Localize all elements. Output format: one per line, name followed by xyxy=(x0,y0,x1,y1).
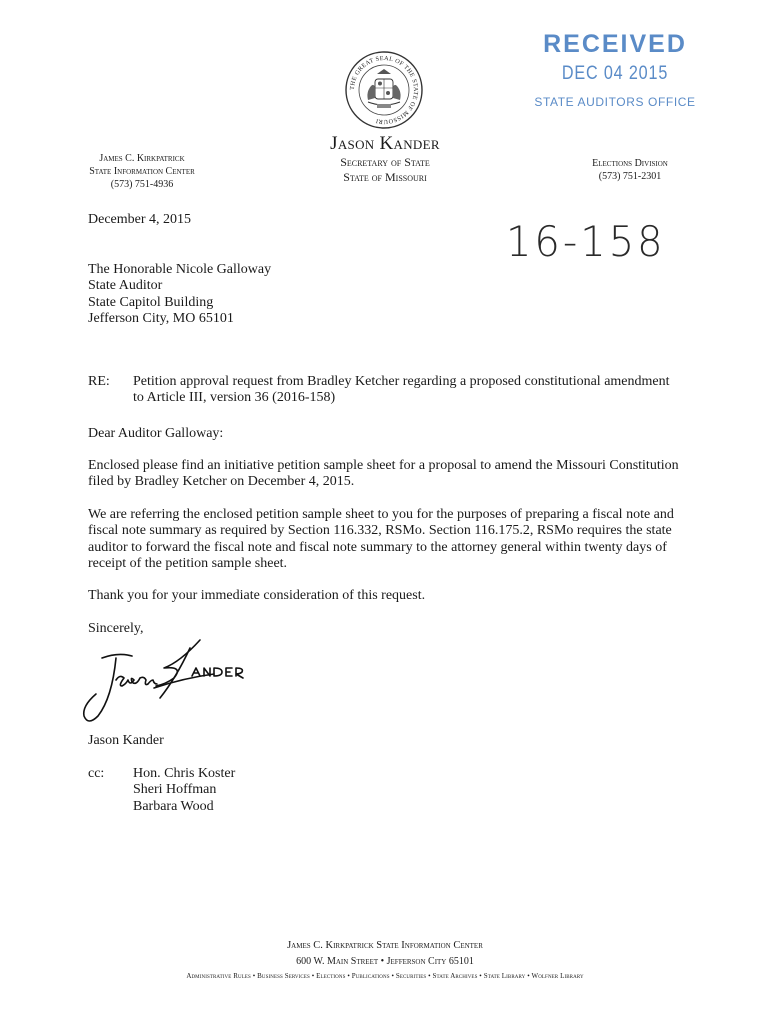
paragraph-3: Thank you for your immediate consideration of this request. xyxy=(88,588,426,603)
cc-recipient: Hon. Chris Koster xyxy=(133,766,236,781)
secretary-title: Secretary of State xyxy=(340,155,430,169)
paragraph-line: filed by Bradley Ketcher on December 4, 2015. xyxy=(88,474,355,490)
elections-division-contact xyxy=(550,157,710,183)
cc-recipient: Sheri Hoffman xyxy=(133,782,217,798)
info-center-contact xyxy=(52,152,232,191)
footer-building-name: James C. Kirkpatrick State Information Center xyxy=(287,940,483,951)
footer-divisions: Administrative Rules • Business Services • Elections • Publications • Securities • State Archives • State Library • Wolfner Library xyxy=(186,972,584,980)
re-subject-line: to Article III, version 36 (2016-158) xyxy=(133,390,336,406)
re-subject xyxy=(133,374,693,407)
closing: Sincerely, xyxy=(88,621,144,636)
elections-division-label: Elections Division xyxy=(592,158,668,169)
paragraph-1 xyxy=(88,458,698,491)
recipient-line: State Capitol Building xyxy=(88,294,214,310)
handwritten-number-text: 16-158 xyxy=(506,217,666,264)
paragraph-line: fiscal note summary as required by Section 116.332, RSMo. Section 116.175.2, RSMo requires the state xyxy=(88,523,672,539)
paragraph-line: We are referring the enclosed petition sample sheet to you for the purposes of preparing a fiscal note and xyxy=(88,507,674,522)
paragraph-line: auditor to forward the fiscal note and fiscal note summary to the attorney general within twenty days of xyxy=(88,539,667,555)
recipient-line: Jefferson City, MO 65101 xyxy=(88,311,234,327)
received-stamp xyxy=(520,30,710,109)
cc-label: cc: xyxy=(88,766,105,781)
info-center-name: James C. Kirkpatrick xyxy=(99,153,185,164)
re-subject-line: Petition approval request from Bradley Ketcher regarding a proposed constitutional amendment xyxy=(133,374,670,389)
footer-address: 600 W. Main Street • Jefferson City 65101 xyxy=(296,956,474,967)
salutation: Dear Auditor Galloway: xyxy=(88,426,224,441)
stamp-office: STATE AUDITORS OFFICE xyxy=(534,95,696,109)
recipient-line: State Auditor xyxy=(88,278,163,294)
recipient-line: The Honorable Nicole Galloway xyxy=(88,262,272,277)
re-label: RE: xyxy=(88,374,110,389)
missouri-state-seal xyxy=(344,50,424,130)
elections-division-phone: (573) 751-2301 xyxy=(598,171,662,182)
handwritten-number xyxy=(500,214,670,264)
paragraph-line: receipt of the petition sample sheet. xyxy=(88,556,288,572)
recipient-address xyxy=(88,262,271,328)
info-center-phone: (573) 751-4936 xyxy=(110,179,174,190)
stamp-date: DEC 04 2015 xyxy=(561,63,669,84)
signer-name: Jason Kander xyxy=(88,733,164,748)
paragraph-2 xyxy=(88,507,698,573)
paragraph-line: Enclosed please find an initiative petition sample sheet for a proposal to amend the Missouri Constitution xyxy=(88,458,679,473)
letter-date: December 4, 2015 xyxy=(88,212,192,227)
cc-recipient: Barbara Wood xyxy=(133,798,214,814)
seal-lettering: THE GREAT SEAL OF THE STATE OF MISSOURI xyxy=(348,54,420,126)
stamp-received-text: RECEIVED xyxy=(543,30,687,58)
secretary-name: Jason Kander xyxy=(330,133,440,154)
handwritten-signature xyxy=(72,636,272,728)
info-center-label: State Information Center xyxy=(89,166,195,177)
state-name: State of Missouri xyxy=(343,170,427,184)
cc-list xyxy=(133,766,235,815)
